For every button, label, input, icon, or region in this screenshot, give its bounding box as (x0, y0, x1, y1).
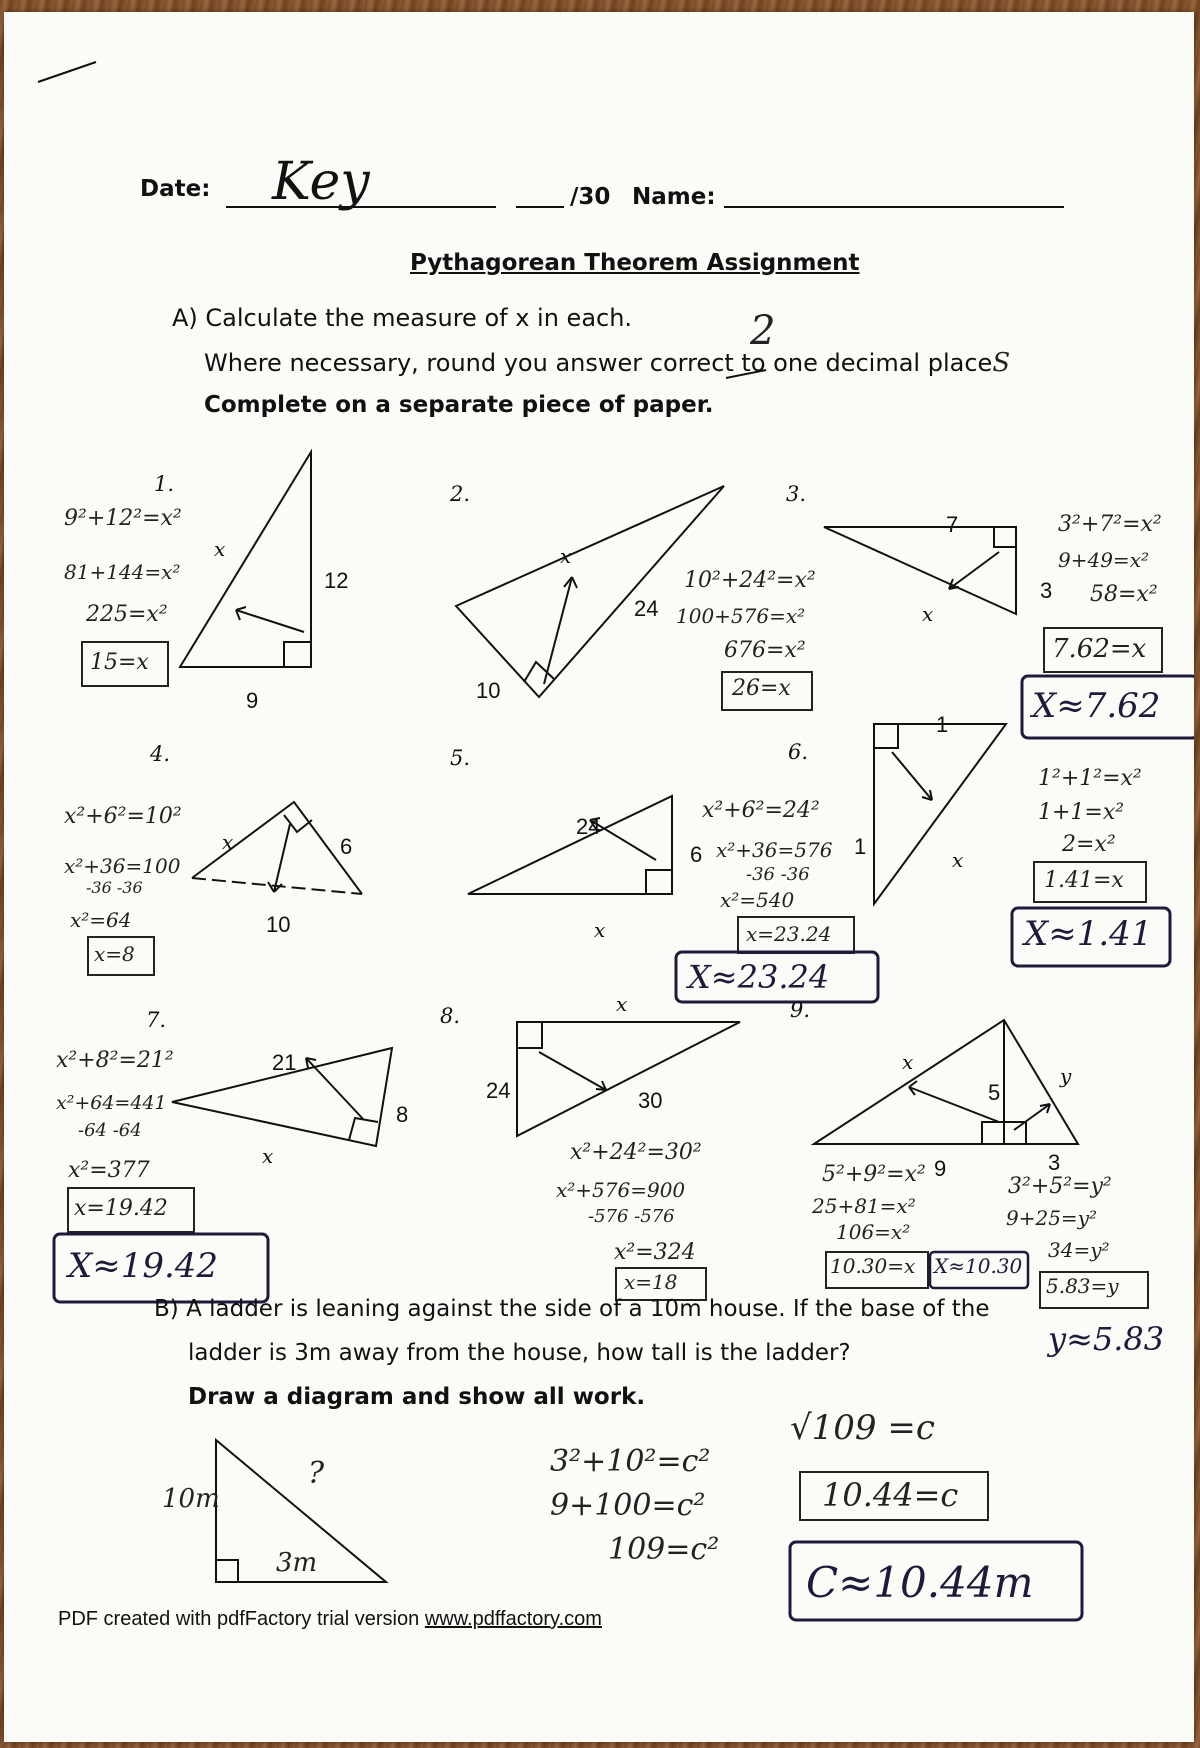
part-b-line2: ladder is 3m away from the house, how tall is the ladder? (188, 1340, 851, 1366)
part-b-work-2: 9+100=c² (550, 1488, 706, 1523)
p8-x-label: x (616, 992, 628, 1016)
p2-x-label: x (560, 544, 572, 568)
part-b-line1: B) A ladder is leaning against the side of a 10m house. If the base of the (154, 1296, 990, 1322)
p8-work-2: x²+576=900 (556, 1178, 686, 1202)
p1-work-2: 81+144=x² (64, 560, 181, 584)
p5-side-a: 24 (576, 814, 601, 839)
problem-number-6: 6. (788, 740, 809, 764)
date-value: Key (272, 152, 370, 212)
ladder-right-angle (216, 1560, 238, 1582)
p3-side-a: 7 (946, 512, 959, 537)
triangle-6 (874, 724, 1006, 904)
p2-work-3: 676=x² (724, 638, 806, 663)
footer-link[interactable]: www.pdffactory.com (424, 1608, 602, 1630)
right-angle-4 (284, 815, 312, 832)
p6-side-b: 1 (854, 834, 867, 859)
p4-answer: x=8 (94, 942, 135, 966)
footer-text: PDF created with pdfFactory trial version www.pdffactory.com (58, 1608, 602, 1630)
p1-x-label: x (214, 537, 226, 561)
triangle-5 (468, 796, 672, 894)
p3-final: X≈7.62 (1032, 686, 1161, 726)
right-angle-2 (524, 662, 554, 682)
p4-side-b: 10 (266, 912, 291, 937)
p6-work-3: 2=x² (1062, 832, 1116, 857)
p7-work-2: x²+64=441 (56, 1092, 167, 1114)
arrow-6 (892, 752, 932, 800)
p9-side-b: 9 (934, 1156, 947, 1181)
p2-work-2: 100+576=x² (676, 604, 806, 628)
p1-work-1: 9²+12²=x² (64, 506, 182, 531)
p1-side-b: 9 (246, 688, 259, 713)
problem-number-1: 1. (154, 472, 175, 496)
p6-work-1: 1²+1²=x² (1038, 766, 1142, 791)
problem-number-2: 2. (450, 482, 471, 506)
inserted-two: 2 (750, 308, 776, 354)
part-b-answer: 10.44=c (822, 1476, 959, 1514)
p8-side-a: 24 (486, 1078, 511, 1103)
page-title: Pythagorean Theorem Assignment (410, 250, 860, 276)
p2-answer: 26=x (732, 676, 791, 701)
date-label: Date: (140, 176, 211, 202)
right-angle-9a (982, 1122, 1004, 1144)
p3-work-3: 58=x² (1090, 582, 1158, 607)
p1-work-3: 225=x² (86, 602, 168, 627)
p3-answer: 7.62=x (1052, 634, 1147, 664)
triangle-3 (824, 527, 1016, 614)
p7-work-4: x²=377 (68, 1158, 150, 1183)
p8-work-1: x²+24²=30² (570, 1140, 702, 1165)
arrow-8 (539, 1052, 606, 1090)
triangle-8 (517, 1022, 740, 1136)
p5-work-1: x²+6²=24² (702, 798, 820, 823)
part-a-line3: Complete on a separate piece of paper. (204, 392, 714, 418)
p1-answer: 15=x (90, 650, 149, 675)
part-a-line1: A) Calculate the measure of x in each. (172, 304, 633, 332)
p2-side-a: 24 (634, 596, 659, 621)
p9-work-y-1: 3²+5²=y² (1008, 1174, 1112, 1199)
p9-work-x-3: 106=x² (836, 1220, 911, 1244)
p9-work-x-1: 5²+9²=x² (822, 1162, 926, 1187)
part-b-sqrt: √109 =c (790, 1408, 935, 1448)
p4-work-4: x²=64 (70, 908, 132, 932)
p9-final-y: y≈5.83 (1048, 1320, 1165, 1358)
ladder-hyp-label: ? (308, 1456, 325, 1491)
p9-y-label: y (1060, 1064, 1072, 1088)
arrow-3 (949, 552, 999, 589)
p3-side-b: 3 (1040, 578, 1053, 603)
p3-work-1: 3²+7²=x² (1058, 512, 1162, 537)
part-b-work-1: 3²+10²=c² (550, 1444, 711, 1479)
struck-word: one (773, 349, 818, 377)
p8-answer: x=18 (624, 1270, 678, 1294)
p4-x-label: x (222, 830, 234, 854)
score-total: /30 (570, 184, 611, 210)
problem-number-4: 4. (150, 742, 171, 766)
p9-work-y-2: 9+25=y² (1006, 1206, 1098, 1230)
p5-answer: x=23.24 (746, 922, 832, 946)
p3-work-2: 9+49=x² (1058, 548, 1149, 572)
p5-work-4: x²=540 (720, 888, 795, 912)
p7-work-3: -64 -64 (78, 1120, 142, 1141)
problem-number-7: 7. (146, 1008, 167, 1032)
part-b-work-3: 109=c² (608, 1532, 720, 1567)
right-angle-6 (874, 724, 898, 748)
p6-final: X≈1.41 (1024, 914, 1153, 954)
p9-work-x-2: 25+81=x² (812, 1194, 916, 1218)
p4-work-3: -36 -36 (86, 878, 143, 897)
triangle-1 (180, 452, 311, 667)
p4-side-a: 6 (340, 834, 353, 859)
right-angle-8 (517, 1022, 542, 1048)
triangle-4 (192, 802, 362, 894)
p9-side-c: 3 (1048, 1150, 1061, 1175)
p5-final: X≈23.24 (688, 958, 830, 996)
p9-work-y-3: 34=y² (1048, 1238, 1110, 1262)
part-b-line3: Draw a diagram and show all work. (188, 1384, 646, 1410)
p2-work-1: 10²+24²=x² (684, 568, 816, 593)
p9-answer-y: 5.83=y (1046, 1274, 1119, 1298)
p5-work-2: x²+36=576 (716, 838, 833, 862)
arrow-7 (306, 1058, 364, 1120)
name-label: Name: (632, 184, 716, 210)
right-angle-3 (994, 527, 1016, 547)
p7-side-a: 21 (272, 1050, 297, 1075)
p5-side-b: 6 (690, 842, 703, 867)
p8-work-3: -576 -576 (588, 1206, 675, 1227)
problem-number-5: 5. (450, 746, 471, 770)
part-b-final: C≈10.44m (806, 1558, 1034, 1607)
p4-work-2: x²+36=100 (64, 854, 181, 878)
p3-x-label: x (922, 602, 934, 626)
right-angle-5 (646, 870, 672, 894)
p4-work-1: x²+6²=10² (64, 804, 182, 829)
right-angle-9b (1004, 1122, 1026, 1144)
arrow-1 (236, 610, 304, 632)
stray-pen-mark (38, 62, 96, 82)
part-a-line2: Where necessary, round you answer correct to one decimal placeS (204, 348, 1011, 378)
arrow-4 (274, 824, 290, 892)
p5-work-3: -36 -36 (746, 864, 810, 885)
p7-final: X≈19.42 (68, 1246, 219, 1286)
problem-number-9: 9. (790, 998, 811, 1022)
p6-side-a: 1 (936, 712, 949, 737)
p5-x-label: x (594, 918, 606, 942)
arrow-9b (1014, 1104, 1050, 1130)
ladder-height-label: 10m (162, 1484, 220, 1514)
p8-side-b: 30 (638, 1088, 663, 1113)
p6-x-label: x (952, 848, 964, 872)
p6-answer: 1.41=x (1044, 868, 1124, 893)
p7-x-label: x (262, 1144, 274, 1168)
p7-side-b: 8 (396, 1102, 409, 1127)
ladder-base-label: 3m (276, 1548, 318, 1578)
problem-number-3: 3. (786, 482, 807, 506)
p9-x-label: x (902, 1050, 914, 1074)
p7-answer: x=19.42 (74, 1196, 168, 1221)
p6-work-2: 1+1=x² (1038, 800, 1125, 825)
right-angle-1 (284, 642, 311, 667)
p7-work-1: x²+8²=21² (56, 1048, 174, 1073)
p9-final-x: X≈10.30 (934, 1254, 1023, 1278)
problem-number-8: 8. (440, 1004, 461, 1028)
arrow-2 (544, 577, 572, 684)
arrow-9a (909, 1087, 999, 1122)
worksheet-page (4, 12, 1194, 1742)
right-angle-7 (349, 1118, 378, 1140)
p9-answer-x: 10.30=x (830, 1254, 916, 1278)
p9-side-a: 5 (988, 1080, 1001, 1105)
p2-side-b: 10 (476, 678, 501, 703)
p8-work-4: x²=324 (614, 1240, 696, 1265)
p1-side-a: 12 (324, 568, 349, 593)
triangle-9 (814, 1020, 1078, 1144)
